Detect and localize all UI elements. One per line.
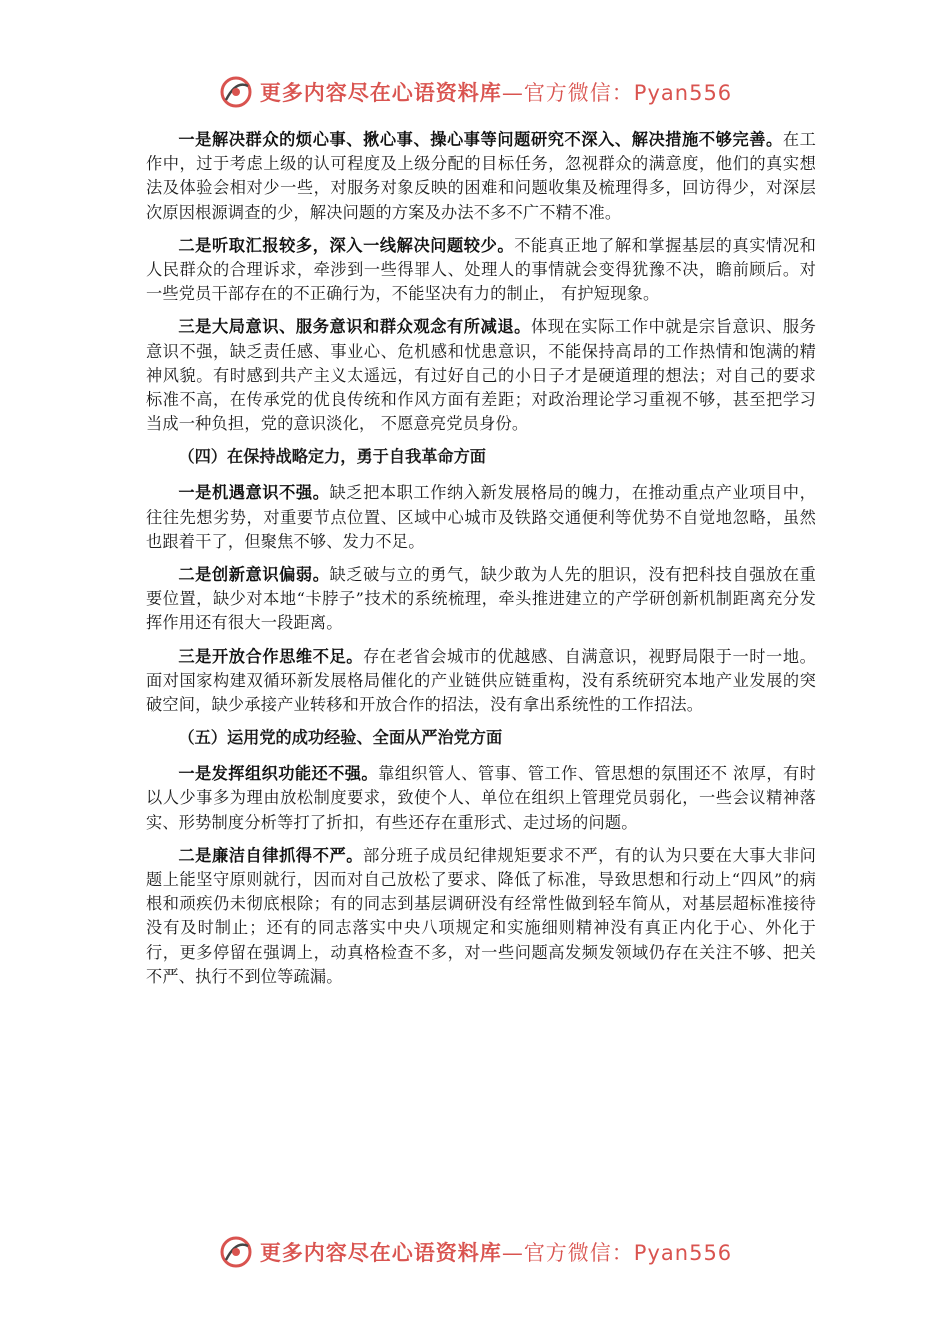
- paragraph: 三是开放合作思维不足。存在老省会城市的优越感、自满意识，视野局限于一时一地。面对国家构建双循环新发展格局催化的产业链供应链重构，没有系统研究本地产业发展的突破空间，缺少承接产业转移和开放合作的招法，没有拿出系统性的工作招法。: [146, 646, 816, 715]
- brand-logo-icon: [218, 1234, 254, 1270]
- brand-logo-icon: [218, 74, 254, 110]
- document-body: [146, 128, 816, 998]
- paragraph: 一是发挥组织功能还不强。靠组织管人、管事、管工作、管思想的氛围还不 浓厚，有时以人少事多为理由放松制度要求，致使个人、单位在组织上管理党员弱化，一些会议精神落实、形势制度分析等打了折扣，有些还存在重形式、走过场的问题。: [146, 764, 817, 832]
- section-heading-4: （四）在保持战略定力，勇于自我革命方面: [178, 447, 486, 467]
- paragraph: 二是廉洁自律抓得不严。部分班子成员纪律规矩要求不严，有的认为只要在大事大非问题上能坚守原则就行，因而对自己放松了要求、降低了标准，导致思想和行动上“四风”的病根和顽疾仍未彻底根除；有的同志到基层调研没有经常性做到轻车简从，对基层超标准接待没有及时制止；还有的同志落实中央八项规定和实施细则精神没有真正内化于心、外化于行，更多停留在强调上，动真格检查不多，对一些问题高发频发领域仍存在关注不够、把关不严、执行不到位等疏漏。: [146, 845, 816, 986]
- header-banner: [0, 72, 950, 112]
- section-heading-5: （五）运用党的成功经验、全面从严治党方面: [178, 728, 503, 748]
- paragraph: 一是解决群众的烦心事、揪心事、操心事等问题研究不深入、解决措施不够完善。在工作中，过于考虑上级的认可程度及上级分配的目标任务，忽视群众的满意度，他们的真实想法及体验会相对少一些，对服务对象反映的困难和问题收集及梳理得多，回访得少，对深层次原因根源调查的少，解决问题的方案及办法不多不广不精不准。: [146, 130, 816, 222]
- paragraph: 二是听取汇报较多，深入一线解决问题较少。不能真正地了解和掌握基层的真实情况和人民群众的合理诉求，牵涉到一些得罪人、处理人的事情就会变得犹豫不决，瞻前顾后。对一些党员干部存在的不正确行为，不能坚决有力的制止， 有护短现象。: [146, 235, 816, 304]
- banner-text: 更多内容尽在心语资料库—官方微信：Pyan556: [259, 1241, 733, 1265]
- footer-banner: [0, 1232, 950, 1272]
- paragraph: 一是机遇意识不强。缺乏把本职工作纳入新发展格局的魄力，在推动重点产业项目中，往往先想劣势，对重要节点位置、区域中心城市及铁路交通便利等优势不自觉地忽略，虽然也跟着干了，但聚焦不够、发力不足。: [146, 483, 816, 551]
- paragraph: 三是大局意识、服务意识和群众观念有所减退。体现在实际工作中就是宗旨意识、服务意识不强，缺乏责任感、事业心、危机感和忧患意识，不能保持高昂的工作热情和饱满的精神风貌。有时感到共产主义太遥远，有过好自己的小日子才是硬道理的想法；对自己的要求标准不高，在传承党的优良传统和作风方面有差距；对政治理论学习重视不够，甚至把学习当成一种负担，党的意识淡化， 不愿意亮党员身份。: [146, 317, 817, 434]
- banner-text: 更多内容尽在心语资料库—官方微信：Pyan556: [259, 81, 733, 105]
- paragraph: 二是创新意识偏弱。缺乏破与立的勇气，缺少敢为人先的胆识，没有把科技自强放在重要位置，缺少对本地“卡脖子”技术的系统梳理，牵头推进建立的产学研创新机制距离充分发挥作用还有很大一段距离。: [146, 565, 816, 633]
